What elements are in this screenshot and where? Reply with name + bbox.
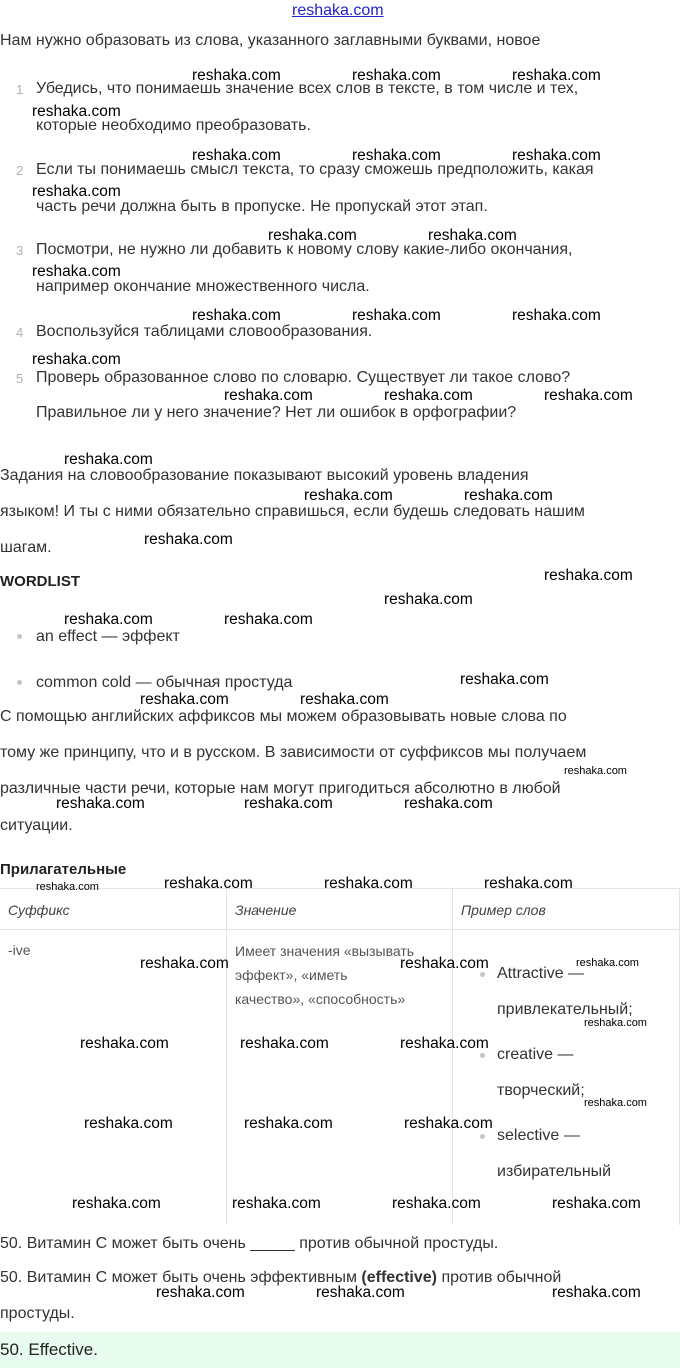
paragraph-line: языком! И ты с ними обязательно справишься, если будешь следовать нашим [0, 503, 585, 520]
watermark: reshaka.com [32, 351, 121, 368]
watermark: reshaka.com [64, 451, 153, 468]
task-answer-text: 50. Витамин С может быть очень эффективным [0, 1269, 362, 1286]
step-text-cont: Правильное ли у него значение? Нет ли ошибок в орфографии? [36, 404, 517, 421]
watermark: reshaka.com [32, 263, 121, 280]
task-answer [0, 1268, 561, 1288]
table-cell-meaning: эффект», «иметь [235, 967, 348, 983]
wordlist-heading: WORDLIST [0, 573, 80, 590]
watermark: reshaka.com [392, 1195, 481, 1212]
watermark: reshaka.com [404, 795, 493, 812]
wordlist-item: common cold — обычная простуда [36, 674, 293, 691]
watermark: reshaka.com [564, 765, 627, 777]
table-cell-meaning: Имеет значения «вызывать [235, 943, 415, 959]
answer-box [0, 1332, 680, 1368]
watermark: reshaka.com [460, 671, 549, 688]
watermark: reshaka.com [192, 307, 281, 324]
step-text: Посмотри, не нужно ли добавить к новому слову какие-либо окончания, [36, 241, 573, 258]
step-text-cont: которые необходимо преобразовать. [36, 117, 311, 134]
watermark: reshaka.com [400, 1035, 489, 1052]
watermark: reshaka.com [244, 1115, 333, 1132]
example-word: творческий; [497, 1082, 585, 1099]
watermark: reshaka.com [428, 227, 517, 244]
example-word: привлекательный; [497, 1001, 633, 1018]
example-word: избирательный [497, 1163, 612, 1180]
example-word: creative — [497, 1046, 574, 1063]
watermark: reshaka.com [384, 591, 473, 608]
final-answer: 50. Effective. [0, 1340, 98, 1359]
watermark: reshaka.com [404, 1115, 493, 1132]
table-header: Значение [235, 902, 297, 918]
watermark: reshaka.com [144, 531, 233, 548]
watermark: reshaka.com [544, 567, 633, 584]
task-answer-bold: (effective) [361, 1269, 437, 1286]
watermark: reshaka.com [552, 1284, 641, 1301]
paragraph-line: ситуации. [0, 817, 73, 834]
watermark: reshaka.com [192, 67, 281, 84]
table-header: Пример слов [461, 902, 546, 918]
paragraph-line: различные части речи, которые нам могут пригодиться абсолютно в любой [0, 780, 561, 797]
step-number: 1 [16, 82, 24, 97]
watermark: reshaka.com [140, 955, 229, 972]
step-number: 3 [16, 243, 24, 258]
task-question: 50. Витамин С может быть очень _____ против обычной простуды. [0, 1235, 499, 1252]
table-border [452, 888, 453, 1225]
task-answer-text: против обычной [437, 1269, 562, 1286]
watermark: reshaka.com [352, 307, 441, 324]
step-text-cont: часть речи должна быть в пропуске. Не пропускай этот этап. [36, 198, 488, 215]
watermark: reshaka.com [244, 795, 333, 812]
table-header: Суффикс [8, 902, 70, 918]
bullet-icon [17, 680, 22, 685]
adjectives-heading: Прилагательные [0, 861, 127, 878]
watermark: reshaka.com [352, 67, 441, 84]
paragraph-line: С помощью английских аффиксов мы можем образовывать новые слова по [0, 708, 567, 725]
paragraph-line: Задания на словообразование показывают высокий уровень владения [0, 467, 529, 484]
step-text: Если ты понимаешь смысл текста, то сразу сможешь предположить, какая [36, 161, 594, 178]
watermark: reshaka.com [224, 387, 313, 404]
watermark: reshaka.com [304, 487, 393, 504]
watermark: reshaka.com [576, 957, 639, 969]
bullet-icon [480, 1053, 485, 1058]
watermark: reshaka.com [36, 881, 99, 893]
step-number: 2 [16, 163, 24, 178]
watermark: reshaka.com [72, 1195, 161, 1212]
table-cell-meaning: качество», «способность» [235, 991, 406, 1007]
watermark: reshaka.com [32, 103, 121, 120]
watermark: reshaka.com [156, 1284, 245, 1301]
watermark: reshaka.com [84, 1115, 173, 1132]
bullet-icon [17, 634, 22, 639]
paragraph-line: тому же принципу, что и в русском. В зависимости от суффиксов мы получаем [0, 744, 587, 761]
watermark: reshaka.com [316, 1284, 405, 1301]
step-text: Проверь образованное слово по словарю. Существует ли такое слово? [36, 369, 571, 386]
step-number: 5 [16, 371, 24, 386]
example-word: Attractive — [497, 965, 585, 982]
watermark: reshaka.com [464, 487, 553, 504]
watermark: reshaka.com [56, 795, 145, 812]
watermark: reshaka.com [484, 875, 573, 892]
step-number: 4 [16, 325, 24, 340]
task-answer-cont: простуды. [0, 1305, 75, 1322]
watermark: reshaka.com [400, 955, 489, 972]
intro-text: Нам нужно образовать из слова, указанного заглавными буквами, новое [0, 32, 541, 49]
table-border [226, 888, 227, 1225]
watermark: reshaka.com [300, 691, 389, 708]
watermark: reshaka.com [224, 611, 313, 628]
watermark: reshaka.com [544, 387, 633, 404]
watermark: reshaka.com [512, 307, 601, 324]
watermark: reshaka.com [352, 147, 441, 164]
watermark: reshaka.com [552, 1195, 641, 1212]
table-cell-suffix: -ive [8, 942, 31, 958]
site-link[interactable]: reshaka.com [292, 2, 384, 19]
step-text: Убедись, что понимаешь значение всех слов в тексте, в том числе и тех, [36, 80, 579, 97]
watermark: reshaka.com [584, 1017, 647, 1029]
watermark: reshaka.com [584, 1097, 647, 1109]
bullet-icon [480, 1134, 485, 1139]
paragraph-line: шагам. [0, 539, 52, 556]
watermark: reshaka.com [32, 183, 121, 200]
watermark: reshaka.com [232, 1195, 321, 1212]
step-text: Воспользуйся таблицами словообразования. [36, 323, 373, 340]
watermark: reshaka.com [512, 67, 601, 84]
watermark: reshaka.com [192, 147, 281, 164]
watermark: reshaka.com [64, 611, 153, 628]
watermark: reshaka.com [240, 1035, 329, 1052]
watermark: reshaka.com [164, 875, 253, 892]
watermark: reshaka.com [268, 227, 357, 244]
example-word: selective — [497, 1127, 580, 1144]
wordlist-item: an effect — эффект [36, 628, 180, 645]
watermark: reshaka.com [384, 387, 473, 404]
watermark: reshaka.com [324, 875, 413, 892]
watermark: reshaka.com [80, 1035, 169, 1052]
watermark: reshaka.com [512, 147, 601, 164]
step-text-cont: например окончание множественного числа. [36, 278, 370, 295]
table-border [0, 929, 680, 930]
watermark: reshaka.com [140, 691, 229, 708]
